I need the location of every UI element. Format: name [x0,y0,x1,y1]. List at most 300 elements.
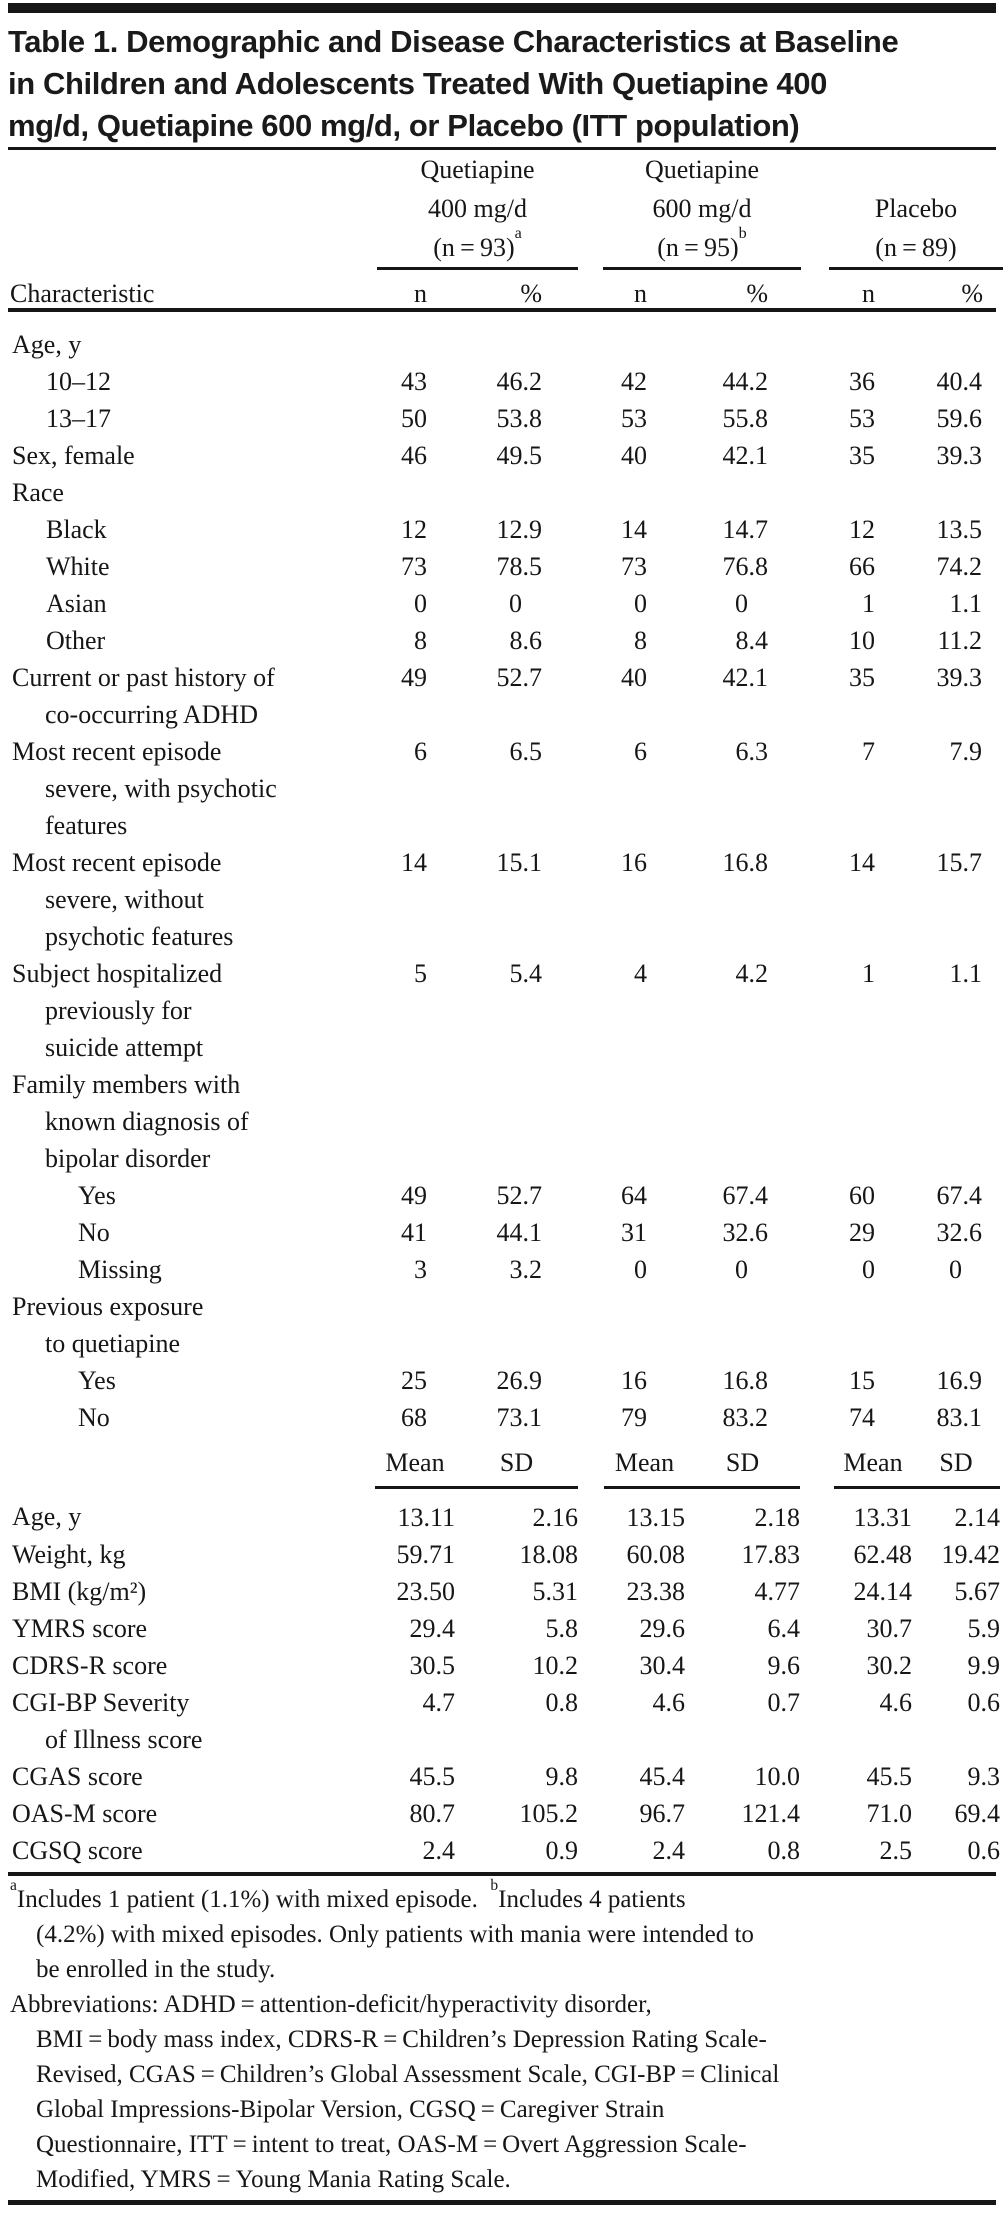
cell-value: 105.2 [519,1799,578,1828]
footnote-text: BMI = body mass index, CDRS-R = Children’s Depression Rating Scale- [36,2026,767,2053]
cell-value: 59.71 [396,1540,455,1569]
cell-value: 74.2 [936,552,982,581]
cell-value [542,1066,647,1177]
cell-value: 6.3 [735,737,768,766]
table-row [8,1832,1000,1869]
cell-value: 16 [621,1366,647,1395]
row-label-line: Current or past history of [12,663,275,692]
row-label [8,844,375,955]
row-label [8,1177,375,1214]
n-column-header: n [414,279,427,308]
cell-value [768,474,875,511]
table-row [8,844,996,955]
cell-value: 80.7 [409,1799,455,1828]
cell-value: 29.6 [639,1614,685,1643]
cell-value: 18.08 [519,1540,578,1569]
top-rule [8,3,996,13]
gap-cell [800,1536,834,1573]
cell-value: 5.67 [954,1577,1000,1606]
spacer-cell [982,1177,996,1214]
spacer-cell [982,314,996,363]
group-header-line: Quetiapine [420,155,535,184]
group-header-line: 600 mg/d [652,194,752,223]
table-row [8,1684,1000,1758]
cell-value: 64 [621,1181,647,1210]
cell-value: 42.1 [722,441,768,470]
stub-column-header: Characteristic [10,279,155,308]
table-row [8,1399,996,1436]
n-column-header: n [862,279,875,308]
table-title [8,21,996,147]
footnote-line [10,2127,994,2162]
sd-column-header: SD [912,1446,1000,1488]
cell-value: 55.8 [722,404,768,433]
cell-value: 73 [401,552,427,581]
cell-value: 40 [621,441,647,470]
row-label-line: Black [46,515,107,544]
cell-value: 0.9 [545,1836,578,1865]
cell-value [427,1288,542,1362]
footnotes [10,1876,994,2197]
percent-column-header: % [520,279,542,308]
cell-value: 9.3 [967,1762,1000,1791]
cell-value [375,1288,427,1362]
spacer-cell [982,955,996,1066]
row-label-line: Yes [78,1366,116,1395]
gap-cell [800,1610,834,1647]
footnote-line [10,1952,994,1987]
cell-value: 12.9 [496,515,542,544]
spacer-cell [982,1288,996,1362]
row-label-line: Yes [78,1181,116,1210]
footnote-line [10,1876,994,1917]
row-label-line: Most recent episode [12,737,222,766]
cell-value: 74 [849,1403,875,1432]
cell-value: 43 [401,367,427,396]
footnote-line [10,2057,994,2092]
table-row [8,659,996,733]
cell-value: 5 [414,959,427,988]
cell-value: 8 [414,626,427,655]
cell-value: 1 [862,959,875,988]
cell-value: 4.6 [652,1688,685,1717]
cell-value [647,314,768,363]
cell-value: 5.31 [532,1577,578,1606]
footnote-line [10,2162,994,2197]
cell-value: 1 [862,589,875,618]
cell-value: 6 [414,737,427,766]
cell-value: 15.1 [496,848,542,877]
row-label [8,585,375,622]
row-label-line: Subject hospitalized [12,959,223,988]
row-label [8,1288,375,1362]
row-label-line: YMRS score [12,1614,148,1643]
table-row [8,363,996,400]
row-label [8,733,375,844]
spacer-cell [982,511,996,548]
cell-value: 14 [849,848,875,877]
cell-value: 4.6 [879,1688,912,1717]
row-label-line: of Illness score [45,1725,203,1754]
cell-value: 44.2 [722,367,768,396]
group-header-line: 400 mg/d [428,194,527,223]
cell-value: 42 [621,367,647,396]
footnote-line [10,2022,994,2057]
cell-value: 53 [849,404,875,433]
cell-value: 8 [634,626,647,655]
cell-value: 36 [849,367,875,396]
cell-value: 10.2 [532,1651,578,1680]
row-label [8,437,375,474]
row-label-line: No [78,1218,110,1247]
footnote-marker: b [490,1876,499,1894]
table-row [8,1066,996,1177]
spacer-cell [982,548,996,585]
cell-value: 2.14 [954,1503,1000,1532]
cell-value [542,1288,647,1362]
row-label-line: White [46,552,110,581]
cell-value: 40.4 [936,367,982,396]
cell-value: 10.0 [754,1762,800,1791]
table-row [8,622,996,659]
table-row [8,1214,996,1251]
cell-value: 45.5 [866,1762,912,1791]
group-header-line [377,225,578,267]
row-label [8,314,375,363]
cell-value: 0.8 [767,1836,800,1865]
spacer-cell [982,659,996,733]
cell-value: 0.8 [545,1688,578,1717]
cell-value: 60.08 [626,1540,685,1569]
spacer-cell [982,622,996,659]
table-title-line: in Children and Adolescents Treated With Quetiapine 400 [8,66,827,101]
bottom-rule [8,2200,996,2205]
row-label-line: Weight, kg [12,1540,126,1569]
row-label-line: Previous exposure [12,1292,204,1321]
cell-value: 4.7 [422,1688,455,1717]
row-label-line: Age, y [12,330,82,359]
table-bottom-rule [8,1872,996,1876]
spacer-cell [982,474,996,511]
row-label-line: OAS-M score [12,1799,158,1828]
gap-cell [800,1488,834,1537]
footnote-line [10,2092,994,2127]
cell-value [427,474,542,511]
cell-value: 73 [621,552,647,581]
row-label [8,511,375,548]
cell-value: 31 [621,1218,647,1247]
cell-value: 5.4 [509,959,542,988]
gap-cell [578,1758,604,1795]
row-label-line: Family members with [12,1070,241,1099]
cell-value: 16.8 [722,848,768,877]
cell-value: 79 [621,1403,647,1432]
counts-table [8,314,996,1436]
row-label-line: Age, y [12,1501,82,1531]
row-label-line: features [45,811,128,840]
meansd-header-row [8,1446,1000,1488]
row-label-line: known diagnosis of [45,1107,249,1136]
cell-value: 7.9 [949,737,982,766]
group-header [829,153,1003,270]
cell-value: 4 [634,959,647,988]
cell-value: 49 [401,663,427,692]
table-row [8,548,996,585]
cell-value: 13.5 [936,515,982,544]
table-row [8,400,996,437]
cell-value: 73.1 [496,1403,542,1432]
cell-value: 53 [621,404,647,433]
footnote-text: Revised, CGAS = Children’s Global Assessment Scale, CGI-BP = Clinical [36,2061,780,2088]
cell-value: 46.2 [496,367,542,396]
cell-value [875,474,982,511]
table-row [8,1758,1000,1795]
row-label [8,474,375,511]
cell-value: 29.4 [409,1614,455,1643]
cell-value: 14.7 [722,515,768,544]
row-label-line: BMI (kg/m²) [12,1577,147,1606]
group-header [603,153,801,270]
row-label [8,363,375,400]
cell-value [542,474,647,511]
cell-value: 16.8 [722,1366,768,1395]
mean-column-header: Mean [375,1446,455,1488]
row-label-line: suicide attempt [45,1033,204,1062]
cell-value: 76.8 [722,552,768,581]
row-label-line: co-occurring ADHD [45,700,258,729]
gap-cell [578,1795,604,1832]
table-row [8,1488,1000,1537]
row-label [8,1362,375,1399]
cell-value: 67.4 [936,1181,982,1210]
cell-value: 32.6 [936,1218,982,1247]
cell-value: 2.4 [422,1836,455,1865]
cell-value: 0.7 [767,1688,800,1717]
cell-value: 30.7 [866,1614,912,1643]
cell-value: 17.83 [741,1540,800,1569]
cell-value: 42.1 [722,663,768,692]
group-header [377,153,578,270]
table-row [8,1251,996,1288]
cell-value: 23.50 [396,1577,455,1606]
cell-value: 2.16 [532,1503,578,1532]
table-row [8,733,996,844]
spacer-cell [982,363,996,400]
table-title-line: Table 1. Demographic and Disease Characteristics at Baseline [8,24,899,59]
row-label [8,1684,375,1758]
cell-value: 1.1 [949,589,982,618]
cell-value: 0 [735,1255,748,1284]
row-label-line: bipolar disorder [45,1144,211,1173]
footnote-text: be enrolled in the study. [36,1956,276,1983]
cell-value [768,314,875,363]
cell-value [542,314,647,363]
table-row [8,474,996,511]
group-header-line [603,225,801,267]
cell-value: 13.31 [853,1503,912,1532]
cell-value: 78.5 [496,552,542,581]
row-label [8,1251,375,1288]
group-n-text: (n = 95) [657,233,739,262]
cell-value: 3 [414,1255,427,1284]
mean-column-header: Mean [604,1446,685,1488]
mean-column-header: Mean [834,1446,912,1488]
footnote-marker: a [10,1876,17,1894]
row-label-line: psychotic features [45,922,234,951]
cell-value: 23.38 [626,1577,685,1606]
footnote-text: Abbreviations: ADHD = attention-deficit/hyperactivity disorder, [10,1991,652,2018]
row-label-line: 13–17 [46,404,111,433]
cell-value: 0 [862,1255,875,1284]
cell-value: 14 [621,515,647,544]
row-label [8,1573,375,1610]
row-label [8,548,375,585]
row-label [8,622,375,659]
cell-value: 0 [509,589,522,618]
column-group-headers [0,150,1004,314]
cell-value [647,1288,768,1362]
footnote-text: Includes 1 patient (1.1%) with mixed episode. [16,1886,491,1913]
table-row [8,1795,1000,1832]
cell-value: 40 [621,663,647,692]
cell-value: 50 [401,404,427,433]
cell-value: 11.2 [937,626,982,655]
cell-value: 10 [849,626,875,655]
row-label [8,1832,375,1869]
gap-cell [578,1488,604,1537]
row-label-line: CGSQ score [12,1836,143,1865]
gap-cell [800,1647,834,1684]
row-label [8,1488,375,1537]
row-label [8,955,375,1066]
cell-value: 13.11 [397,1503,455,1532]
row-label [8,1795,375,1832]
row-label [8,1758,375,1795]
spacer-cell [982,844,996,955]
gap-cell [800,1795,834,1832]
cell-value: 19.42 [941,1540,1000,1569]
gap-cell [800,1446,834,1488]
gap-cell [800,1758,834,1795]
table-row [8,511,996,548]
cell-value [427,1066,542,1177]
cell-value: 60 [849,1181,875,1210]
cell-value: 39.3 [936,663,982,692]
spacer-cell [982,1362,996,1399]
cell-value: 6.4 [767,1614,800,1643]
cell-value: 14 [401,848,427,877]
row-label [8,1536,375,1573]
cell-value [375,1066,427,1177]
row-label [8,1610,375,1647]
cell-value: 0 [735,589,748,618]
cell-value: 9.9 [967,1651,1000,1680]
n-column-header: n [634,279,647,308]
gap-cell [578,1647,604,1684]
cell-value: 0.6 [967,1836,1000,1865]
gap-cell [578,1832,604,1869]
cell-value: 44.1 [496,1218,542,1247]
table-title-line: mg/d, Quetiapine 600 mg/d, or Placebo (ITT population) [8,108,800,143]
cell-value: 30.2 [866,1651,912,1680]
cell-value [647,474,768,511]
group-n-text: (n = 93) [433,233,515,262]
spacer-cell [982,1066,996,1177]
gap-cell [800,1573,834,1610]
footnote-marker: a [514,225,522,243]
cell-value: 45.5 [409,1762,455,1791]
row-label-line: Race [12,478,64,507]
table-row [8,955,996,1066]
stub-spacer [8,1446,375,1488]
row-label-line: to quetiapine [45,1329,181,1358]
row-label [8,400,375,437]
cell-value: 16.9 [936,1366,982,1395]
cell-value: 49 [401,1181,427,1210]
cell-value: 69.4 [954,1799,1000,1828]
cell-value [768,1066,875,1177]
cell-value: 0 [634,1255,647,1284]
table-row [8,1536,1000,1573]
spacer-cell [982,585,996,622]
row-label [8,659,375,733]
cell-value: 121.4 [741,1799,800,1828]
cell-value: 53.8 [496,404,542,433]
cell-value: 26.9 [496,1366,542,1395]
cell-value: 13.15 [626,1503,685,1532]
cell-value: 52.7 [496,663,542,692]
cell-value: 9.6 [767,1651,800,1680]
cell-value [375,474,427,511]
cell-value [427,314,542,363]
group-header-line: (n = 89) [875,233,957,262]
cell-value: 15 [849,1366,875,1395]
gap-cell [800,1832,834,1869]
cell-value: 16 [621,848,647,877]
row-label-line: severe, without [45,885,204,914]
cell-value: 8.4 [735,626,768,655]
cell-value: 46 [401,441,427,470]
footnote-text: Includes 4 patients [498,1886,686,1913]
cell-value: 4.2 [735,959,768,988]
cell-value: 35 [849,441,875,470]
cell-value: 8.6 [509,626,542,655]
gap-cell [800,1684,834,1758]
table-row [8,1177,996,1214]
spacer-cell [982,1399,996,1436]
sd-column-header: SD [685,1446,800,1488]
row-label-line: CGI-BP Severity [12,1688,190,1717]
group-header-line: Placebo [874,194,958,223]
cell-value: 5.8 [545,1614,578,1643]
footnote-text: (4.2%) with mixed episodes. Only patients with mania were intended to [36,1921,754,1948]
cell-value: 66 [849,552,875,581]
row-label-line: Other [46,626,106,655]
cell-value: 83.1 [936,1403,982,1432]
row-label [8,1647,375,1684]
gap-cell [578,1684,604,1758]
table-row [8,1362,996,1399]
cell-value: 2.18 [754,1503,800,1532]
table-row [8,314,996,363]
cell-value: 24.14 [853,1577,912,1606]
cell-value: 32.6 [722,1218,768,1247]
row-label-line: Most recent episode [12,848,222,877]
cell-value: 67.4 [722,1181,768,1210]
row-label-line: Asian [46,589,107,618]
footnote-line [10,1987,994,2022]
gap-cell [578,1573,604,1610]
